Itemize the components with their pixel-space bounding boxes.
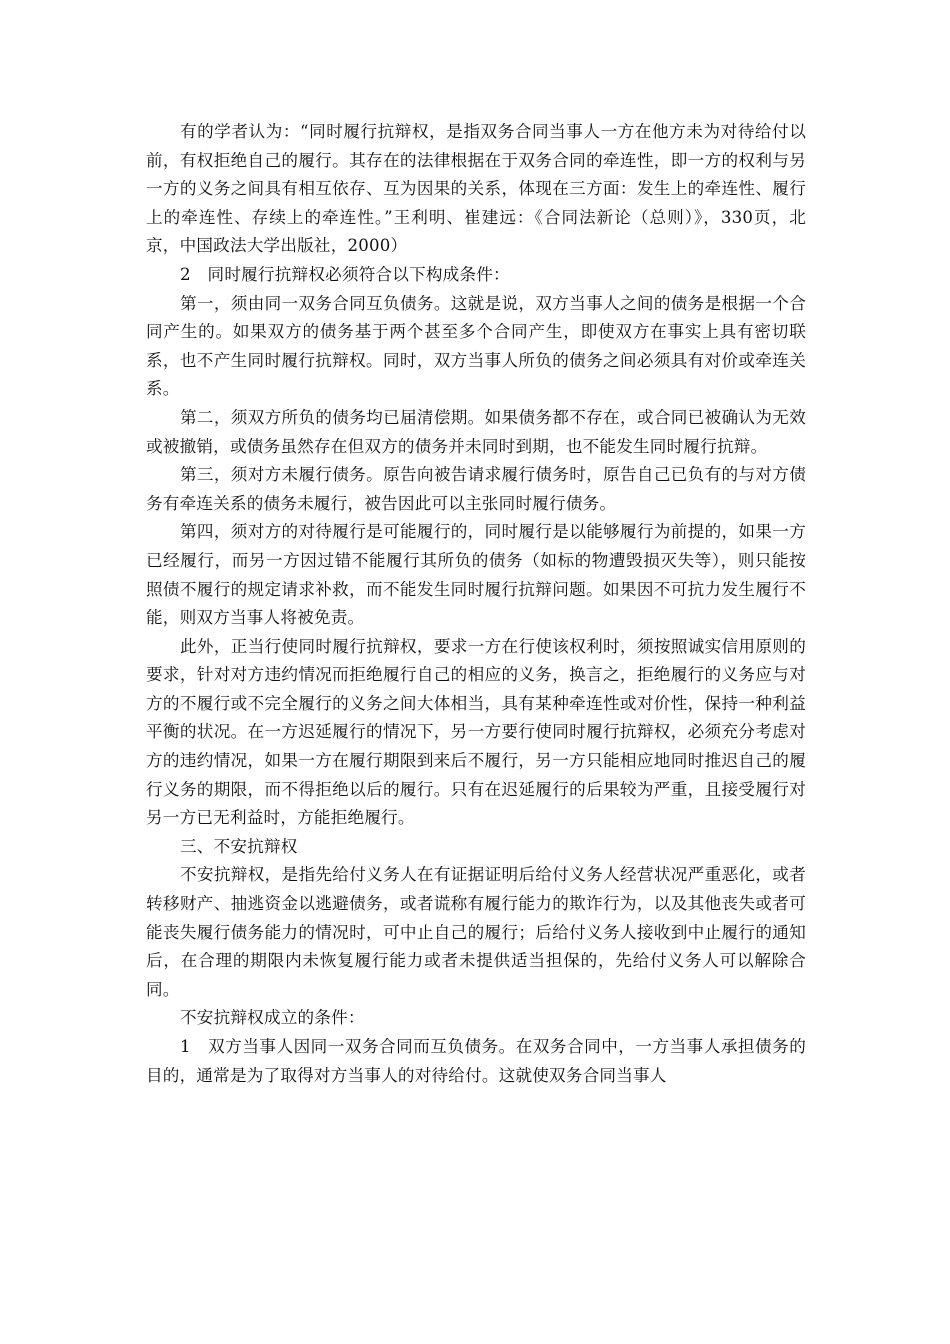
paragraph-insecurity-definition: 不安抗辩权，是指先给付义务人在有证据证明后给付义务人经营状况严重恶化，或者转移财产、抽逃资金以逃避债务，或者谎称有履行能力的欺诈行为，以及其他丧失或者可能丧失履行债务能力的情况时，可中止自己的履行；后给付义务人接收到中止履行的通知后，在合理的期限内未恢复履行能力或者未提供适当担保的，先给付义务人可以解除合同。 xyxy=(146,865,806,999)
paragraph-insecurity-condition-one: 1 双方当事人因同一双务合同而互负债务。在双务合同中，一方当事人承担债务的目的，通常是为了取得对方当事人的对待给付。这就使双务合同当事人 xyxy=(146,1037,806,1085)
paragraph-condition-third: 第三，须对方未履行债务。原告向被告请求履行债务时，原告自己已负有的与对方债务有牵连关系的债务未履行，被告因此可以主张同时履行债务。 xyxy=(146,465,806,513)
section-heading-insecurity-defense: 三、不安抗辩权 xyxy=(180,836,298,856)
paragraph-scholar-view: 有的学者认为：“同时履行抗辩权，是指双务合同当事人一方在他方未为对待给付以前，有权拒绝自己的履行。其存在的法律根据在于双务合同的牵连性，即一方的权利与另一方的义务之间具有相互依存、互为因果的关系，体现在三方面：发生上的牵连性、履行上的牵连性、存续上的牵连性。”王利明、崔建远：《合同法新论（总则）》，330页，北京，中国政法大学出版社，2000） xyxy=(146,122,806,256)
paragraph-additional-note: 此外，正当行使同时履行抗辩权，要求一方在行使该权利时，须按照诚实信用原则的要求，针对对方违约情况而拒绝履行自己的相应的义务，换言之，拒绝履行的义务应与对方的不履行或不完全履行的义务之间大体相当，具有某种牵连性或对价性，保持一种利益平衡的状况。在一方迟延履行的情况下，另一方要行使同时履行抗辩权，必须充分考虑对方的违约情况，如果一方在履行期限到来后不履行，另一方只能相应地同时推迟自己的履行义务的期限，而不得拒绝以后的履行。只有在迟延履行的后果较为严重，且接受履行对另一方已无利益时，方能拒绝履行。 xyxy=(146,636,806,828)
paragraph-condition-second: 第二，须双方所负的债务均已届清偿期。如果债务都不存在，或合同已被确认为无效或被撤销，或债务虽然存在但双方的债务并未同时到期，也不能发生同时履行抗辩。 xyxy=(146,407,806,456)
paragraph-insecurity-conditions-heading: 不安抗辩权成立的条件： xyxy=(180,1008,365,1028)
document-body xyxy=(146,118,806,1090)
paragraph-condition-first: 第一，须由同一双务合同互负债务。这就是说，双方当事人之间的债务是根据一个合同产生的。如果双方的债务基于两个甚至多个合同产生，即使双方在事实上具有密切联系，也不产生同时履行抗辩权。同时，双方当事人所负的债务之间必须具有对价或牵连关系。 xyxy=(146,293,806,399)
paragraph-condition-fourth: 第四，须对方的对待履行是可能履行的，同时履行是以能够履行为前提的，如果一方已经履行，而另一方因过错不能履行其所负的债务（如标的物遭毁损灭失等），则只能按照债不履行的规定请求补救，而不能发生同时履行抗辩问题。如果因不可抗力发生履行不能，则双方当事人将被免责。 xyxy=(146,522,806,628)
paragraph-heading-conditions: 2 同时履行抗辩权必须符合以下构成条件： xyxy=(180,264,510,284)
